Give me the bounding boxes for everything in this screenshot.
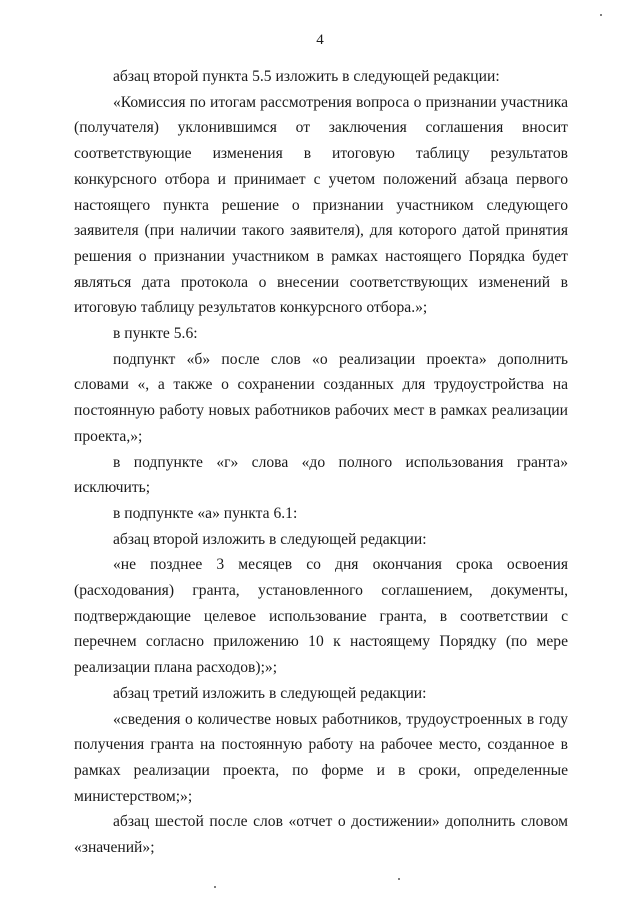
paragraph-10: «сведения о количестве новых работников, трудоустроенных в году получения гранта на постоянную работу на рабочее место, созданное в рамках реализации проекта, по форме и в сроки, определенные министерством;»; [74, 710, 568, 805]
paragraph-4: подпункт «б» после слов «о реализации проекта» дополнить словами «, а также о сохранении созданных для трудоустройства на постоянную работу новых работников рабочих мест в рамках реализации проекта,»; [74, 350, 568, 445]
paragraph-1: абзац второй пункта 5.5 изложить в следующей редакции: [113, 68, 500, 85]
scan-speck [600, 14, 602, 16]
paragraph-7: абзац второй изложить в следующей редакции: [113, 530, 427, 548]
page-number: 4 [316, 32, 324, 48]
scan-speck [214, 886, 216, 888]
paragraph-2: «Комиссия по итогам рассмотрения вопроса о признании участника (получателя) уклонившимся от заключения соглашения вносит соответствующие изменения в итоговую таблицу результатов конкурсного отбора и принимает с учетом положений абзаца первого настоящего пункта решение о признании участником следующего заявителя (при наличии такого заявителя), для которого датой принятия решения о признании участником в рамках настоящего Порядка будет являться дата протокола о внесении соответствующих изменений в итоговую таблицу результатов конкурсного отбора.»; [74, 93, 568, 317]
paragraph-8: «не позднее 3 месяцев со дня окончания срока освоения (расходования) гранта, установленного соглашением, документы, подтверждающие целевое использование гранта, в соответствии с перечнем согласно приложению 10 к настоящему Порядку (по мере реализации плана расходов);»; [74, 556, 568, 677]
paragraph-3: в пункте 5.6: [113, 325, 198, 343]
paragraph-5: в подпункте «г» слова «до полного использования гранта» исключить; [74, 453, 568, 497]
paragraph-9: абзац третий изложить в следующей редакции: [113, 684, 427, 702]
paragraph-6: в подпункте «а» пункта 6.1: [113, 504, 298, 522]
document-body [74, 64, 568, 861]
scan-speck [398, 878, 400, 880]
paragraph-11: абзац шестой после слов «отчет о достижении» дополнить словом «значений»; [74, 813, 568, 857]
